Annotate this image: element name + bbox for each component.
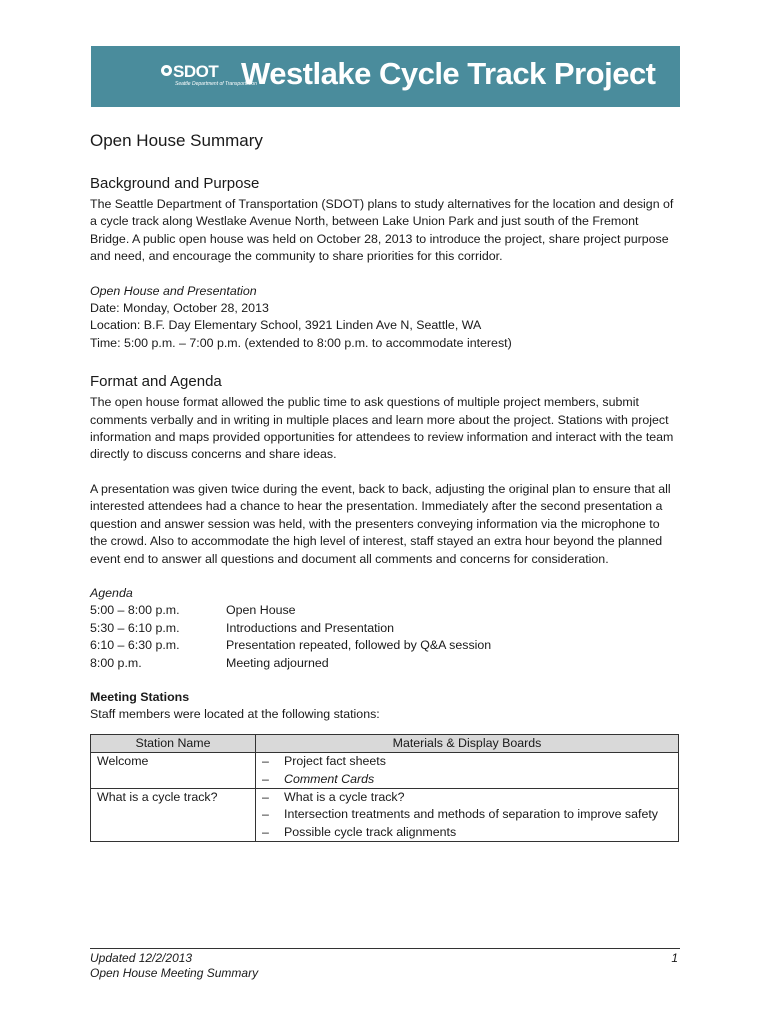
column-header-station-name: Station Name xyxy=(91,734,256,752)
agenda-desc: Presentation repeated, followed by Q&A session xyxy=(226,638,492,653)
table-row xyxy=(91,753,679,789)
agenda-time: 5:30 – 6:10 p.m. xyxy=(90,620,180,635)
stations-heading: Meeting Stations xyxy=(90,689,190,704)
station-name: What is a cycle track? xyxy=(91,788,256,841)
agenda-time: 6:10 – 6:30 p.m. xyxy=(90,638,180,653)
event-label: Open House and Presentation xyxy=(90,283,257,298)
footer-updated: Updated 12/2/2013 xyxy=(90,951,193,965)
list-item xyxy=(262,824,672,841)
format-paragraph-1: The open house format allowed the public time to ask questions of multiple project members, submit comments verbally and in writing in multiple places and learn more about the project. Stations with project information and maps provided opportunities for attendees to review information and interact with the team directly to discuss concerns and share ideas. xyxy=(90,395,674,462)
event-time: Time: 5:00 p.m. – 7:00 p.m. (extended to 8:00 p.m. to accommodate interest) xyxy=(90,335,512,350)
agenda-desc: Meeting adjourned xyxy=(226,655,329,670)
agenda-time: 5:00 – 8:00 p.m. xyxy=(90,603,180,618)
stations-intro: Staff members were located at the following stations: xyxy=(90,707,380,722)
footer-doc-name: Open House Meeting Summary xyxy=(90,966,259,980)
agenda-item xyxy=(90,637,680,654)
dash-bullet: – xyxy=(262,789,269,804)
list-item xyxy=(262,771,672,788)
footer-divider xyxy=(90,948,680,949)
agenda-item xyxy=(90,620,680,637)
list-item xyxy=(262,753,672,770)
agenda-desc: Open House xyxy=(226,603,296,618)
dash-bullet: – xyxy=(262,771,269,786)
station-name: Welcome xyxy=(91,753,256,789)
sdot-logo-mark-icon xyxy=(161,65,172,76)
material-item: Comment Cards xyxy=(284,771,375,786)
dash-bullet: – xyxy=(262,824,269,839)
table-row xyxy=(91,788,679,841)
page-footer xyxy=(90,951,680,981)
format-heading: Format and Agenda xyxy=(90,373,222,391)
logo-text: SDOT xyxy=(173,62,219,81)
table-header-row xyxy=(91,734,679,752)
agenda-desc: Introductions and Presentation xyxy=(226,620,395,635)
station-materials xyxy=(256,788,679,841)
list-item xyxy=(262,789,672,806)
column-header-materials: Materials & Display Boards xyxy=(256,734,679,752)
background-paragraph: The Seattle Department of Transportation (SDOT) plans to study alternatives for the location and design of a cycle track along Westlake Avenue North, between Lake Union Park and just south of the Fremont Bridge. A public open house was held on October 28, 2013 to introduce the project, share project purpose and need, and encourage the community to share priorities for this corridor. xyxy=(90,197,674,264)
material-item: Possible cycle track alignments xyxy=(284,824,457,839)
station-materials xyxy=(256,753,679,789)
page-number: 1 xyxy=(671,951,678,965)
agenda-list xyxy=(90,602,680,672)
material-item: Project fact sheets xyxy=(284,754,386,769)
agenda-item xyxy=(90,655,680,672)
header-banner xyxy=(91,46,680,107)
material-item: Intersection treatments and methods of separation to improve safety xyxy=(284,807,658,822)
dash-bullet: – xyxy=(262,807,269,822)
list-item xyxy=(262,806,672,823)
agenda-item xyxy=(90,602,680,619)
project-title: Westlake Cycle Track Project xyxy=(241,56,656,91)
material-item: What is a cycle track? xyxy=(284,789,405,804)
sdot-logo xyxy=(161,60,257,92)
logo-subtext: Seattle Department of Transportation xyxy=(175,81,257,87)
format-paragraph-2: A presentation was given twice during the event, back to back, adjusting the original plan to ensure that all interested attendees had a chance to hear the presentation. Immediately after the second presentation a question and answer session was held, with the presenters conveying information via the microphone to the crowd. Also to accommodate the high level of interest, staff stayed an extra hour beyond the planned event end to answer all questions and document all comments and concerns for consideration. xyxy=(90,481,671,566)
event-date: Date: Monday, October 28, 2013 xyxy=(90,301,269,316)
agenda-time: 8:00 p.m. xyxy=(90,655,142,670)
event-location: Location: B.F. Day Elementary School, 3921 Linden Ave N, Seattle, WA xyxy=(90,318,482,333)
document-body xyxy=(90,130,680,842)
background-heading: Background and Purpose xyxy=(90,175,260,192)
document-title: Open House Summary xyxy=(90,131,263,150)
dash-bullet: – xyxy=(262,754,269,769)
agenda-label: Agenda xyxy=(90,585,133,600)
stations-table xyxy=(90,734,679,842)
